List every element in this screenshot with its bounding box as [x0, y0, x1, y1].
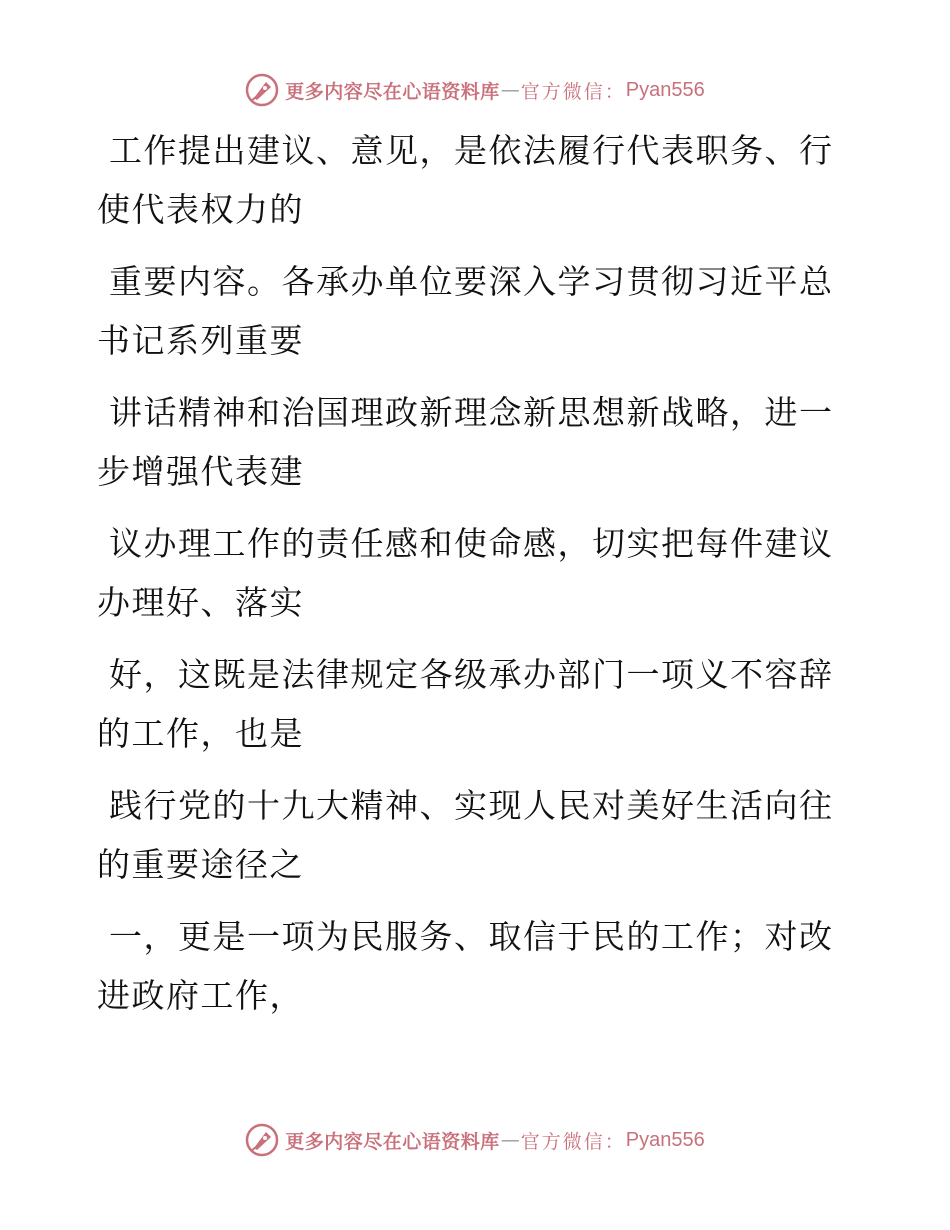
pen-nib-logo-icon: [245, 1123, 279, 1157]
footer-dash: —: [500, 1129, 520, 1151]
paragraph-line: 好，这既是法律规定各级承办部门一项义不容辞: [109, 655, 834, 694]
paragraph-line: 践行党的十九大精神、实现人民对美好生活向往: [109, 786, 834, 825]
paragraph-line: 书记系列重要: [97, 321, 304, 360]
paragraph-line: 工作提出建议、意见，是依法履行代表职务、行: [109, 131, 834, 170]
header-brand-text: 更多内容尽在心语资料库: [285, 80, 500, 103]
paragraph-line: 使代表权力的: [97, 190, 304, 229]
paragraph-line: 议办理工作的责任感和使命感，切实把每件建议: [109, 524, 834, 563]
document-body: [97, 121, 837, 1025]
paragraph: [97, 383, 837, 501]
header-dash: —: [500, 79, 520, 101]
paragraph: [97, 514, 837, 632]
paragraph-line: 步增强代表建: [97, 452, 304, 491]
paragraph: [97, 121, 837, 239]
footer-brand-text: 更多内容尽在心语资料库: [285, 1130, 500, 1153]
paragraph-line: 的重要途径之: [97, 845, 304, 884]
paragraph-line: 进政府工作，: [97, 976, 304, 1015]
paragraph: [97, 907, 837, 1025]
paragraph: [97, 252, 837, 370]
pen-nib-logo-icon: [245, 73, 279, 107]
paragraph: [97, 645, 837, 763]
paragraph-line: 讲话精神和治国理政新理念新思想新战略，进一: [109, 393, 834, 432]
header-wechat-label: 官方微信：: [520, 80, 626, 103]
paragraph-line: 的工作，也是: [97, 714, 304, 753]
footer-watermark-banner: [0, 1120, 950, 1160]
paragraph-line: 办理好、落实: [97, 583, 304, 622]
footer-wechat-label: 官方微信：: [520, 1130, 626, 1153]
paragraph: [97, 776, 837, 894]
paragraph-line: 一，更是一项为民服务、取信于民的工作；对改: [109, 917, 834, 956]
header-watermark-banner: [0, 70, 950, 110]
footer-wechat-id: Pyan556: [625, 1128, 705, 1151]
paragraph-line: 重要内容。各承办单位要深入学习贯彻习近平总: [109, 262, 834, 301]
header-wechat-id: Pyan556: [625, 78, 705, 101]
